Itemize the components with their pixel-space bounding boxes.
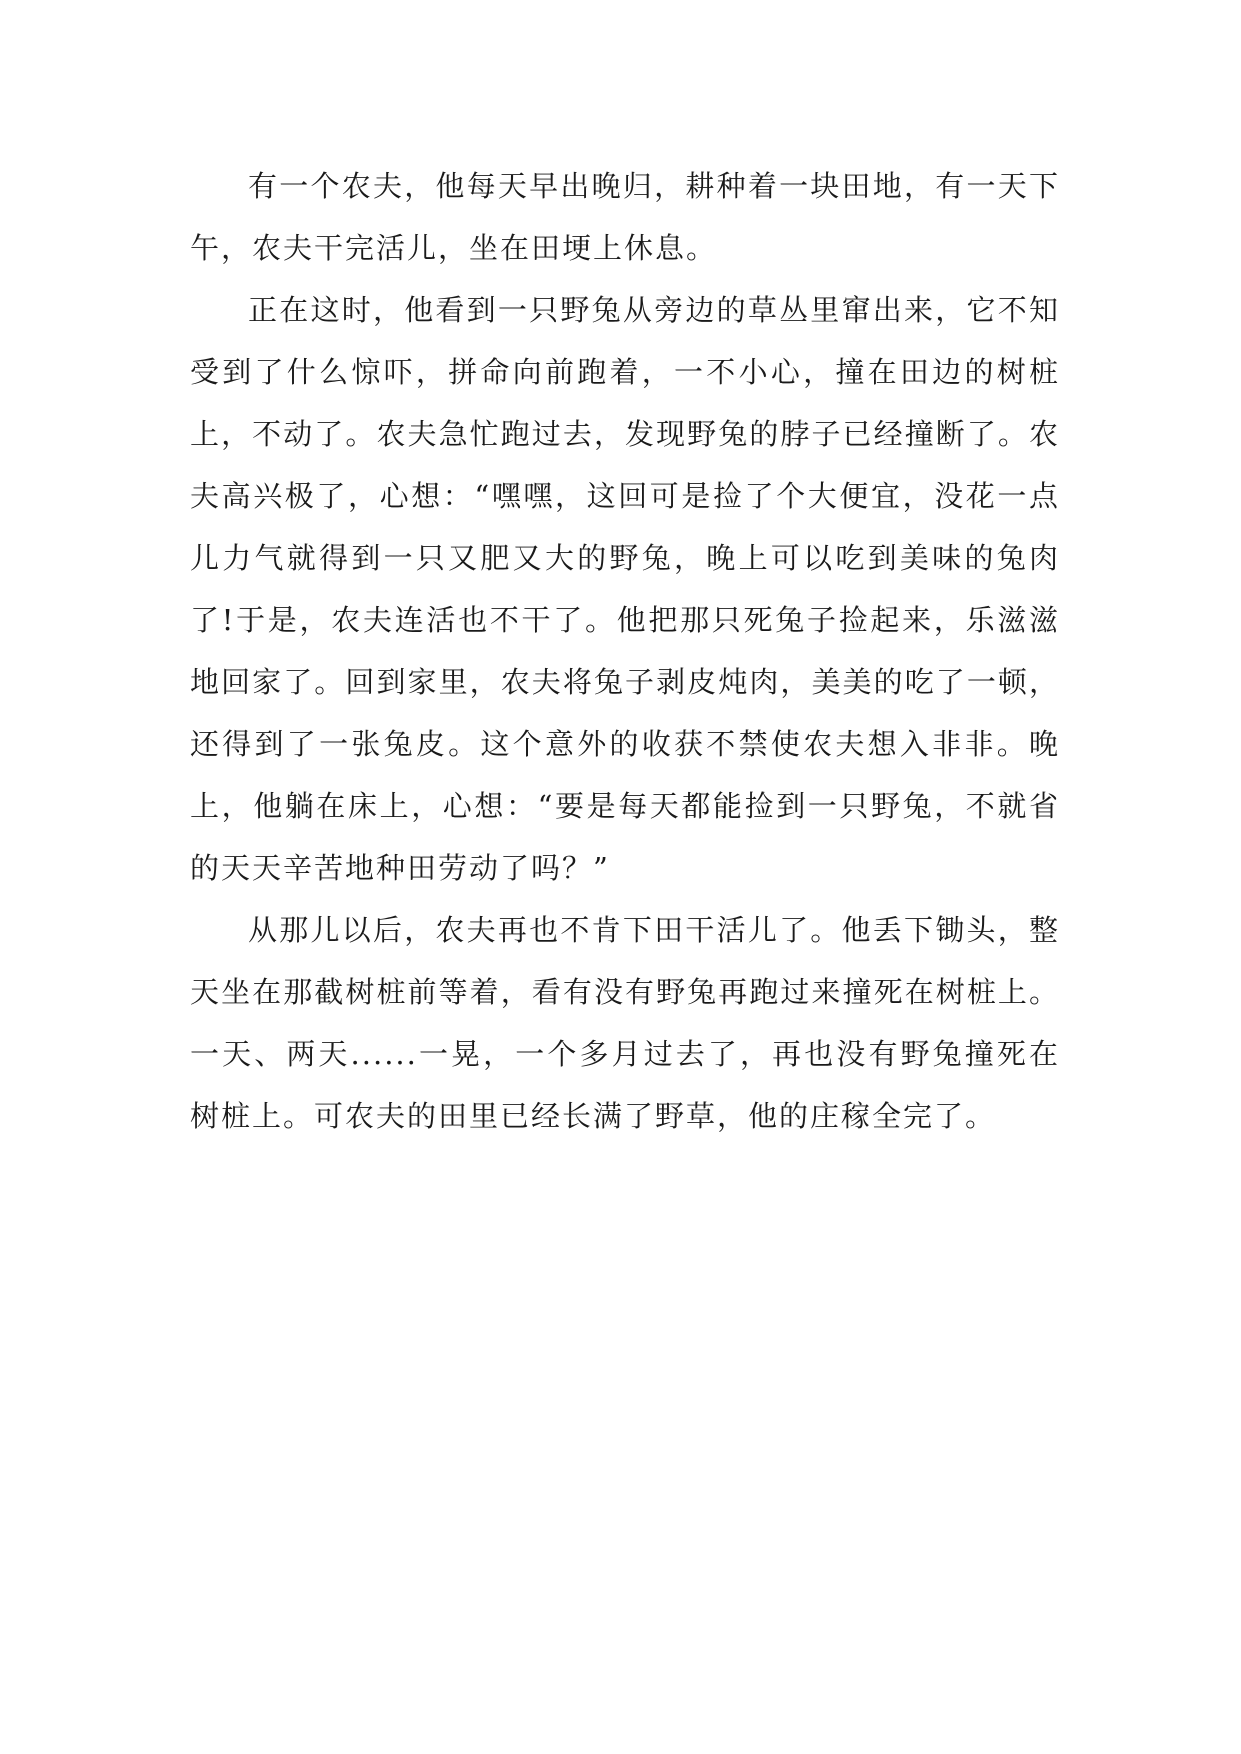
paragraph-3: 从那儿以后，农夫再也不肯下田干活儿了。他丢下锄头，整天坐在那截树桩前等着，看有没有野兔再跑过来撞死在树桩上。一天、两天......一晃，一个多月过去了，再也没有野兔撞死在树桩上。可农夫的田里已经长满了野草，他的庄稼全完了。 xyxy=(190,913,1060,1133)
story-body xyxy=(190,155,1060,1147)
paragraph-1: 有一个农夫，他每天早出晚归，耕种着一块田地，有一天下午，农夫干完活儿，坐在田埂上休息。 xyxy=(190,169,1060,265)
paragraph-2: 正在这时，他看到一只野兔从旁边的草丛里窜出来，它不知受到了什么惊吓，拼命向前跑着，一不小心，撞在田边的树桩上，不动了。农夫急忙跑过去，发现野兔的脖子已经撞断了。农夫高兴极了，心想：“嘿嘿，这回可是捡了个大便宜，没花一点儿力气就得到一只又肥又大的野兔，晚上可以吃到美味的兔肉了!于是，农夫连活也不干了。他把那只死兔子捡起来，乐滋滋地回家了。回到家里，农夫将兔子剥皮炖肉，美美的吃了一顿，还得到了一张兔皮。这个意外的收获不禁使农夫想入非非。晚上，他躺在床上，心想：“要是每天都能捡到一只野兔，不就省的天天辛苦地种田劳动了吗？” xyxy=(190,293,1060,885)
